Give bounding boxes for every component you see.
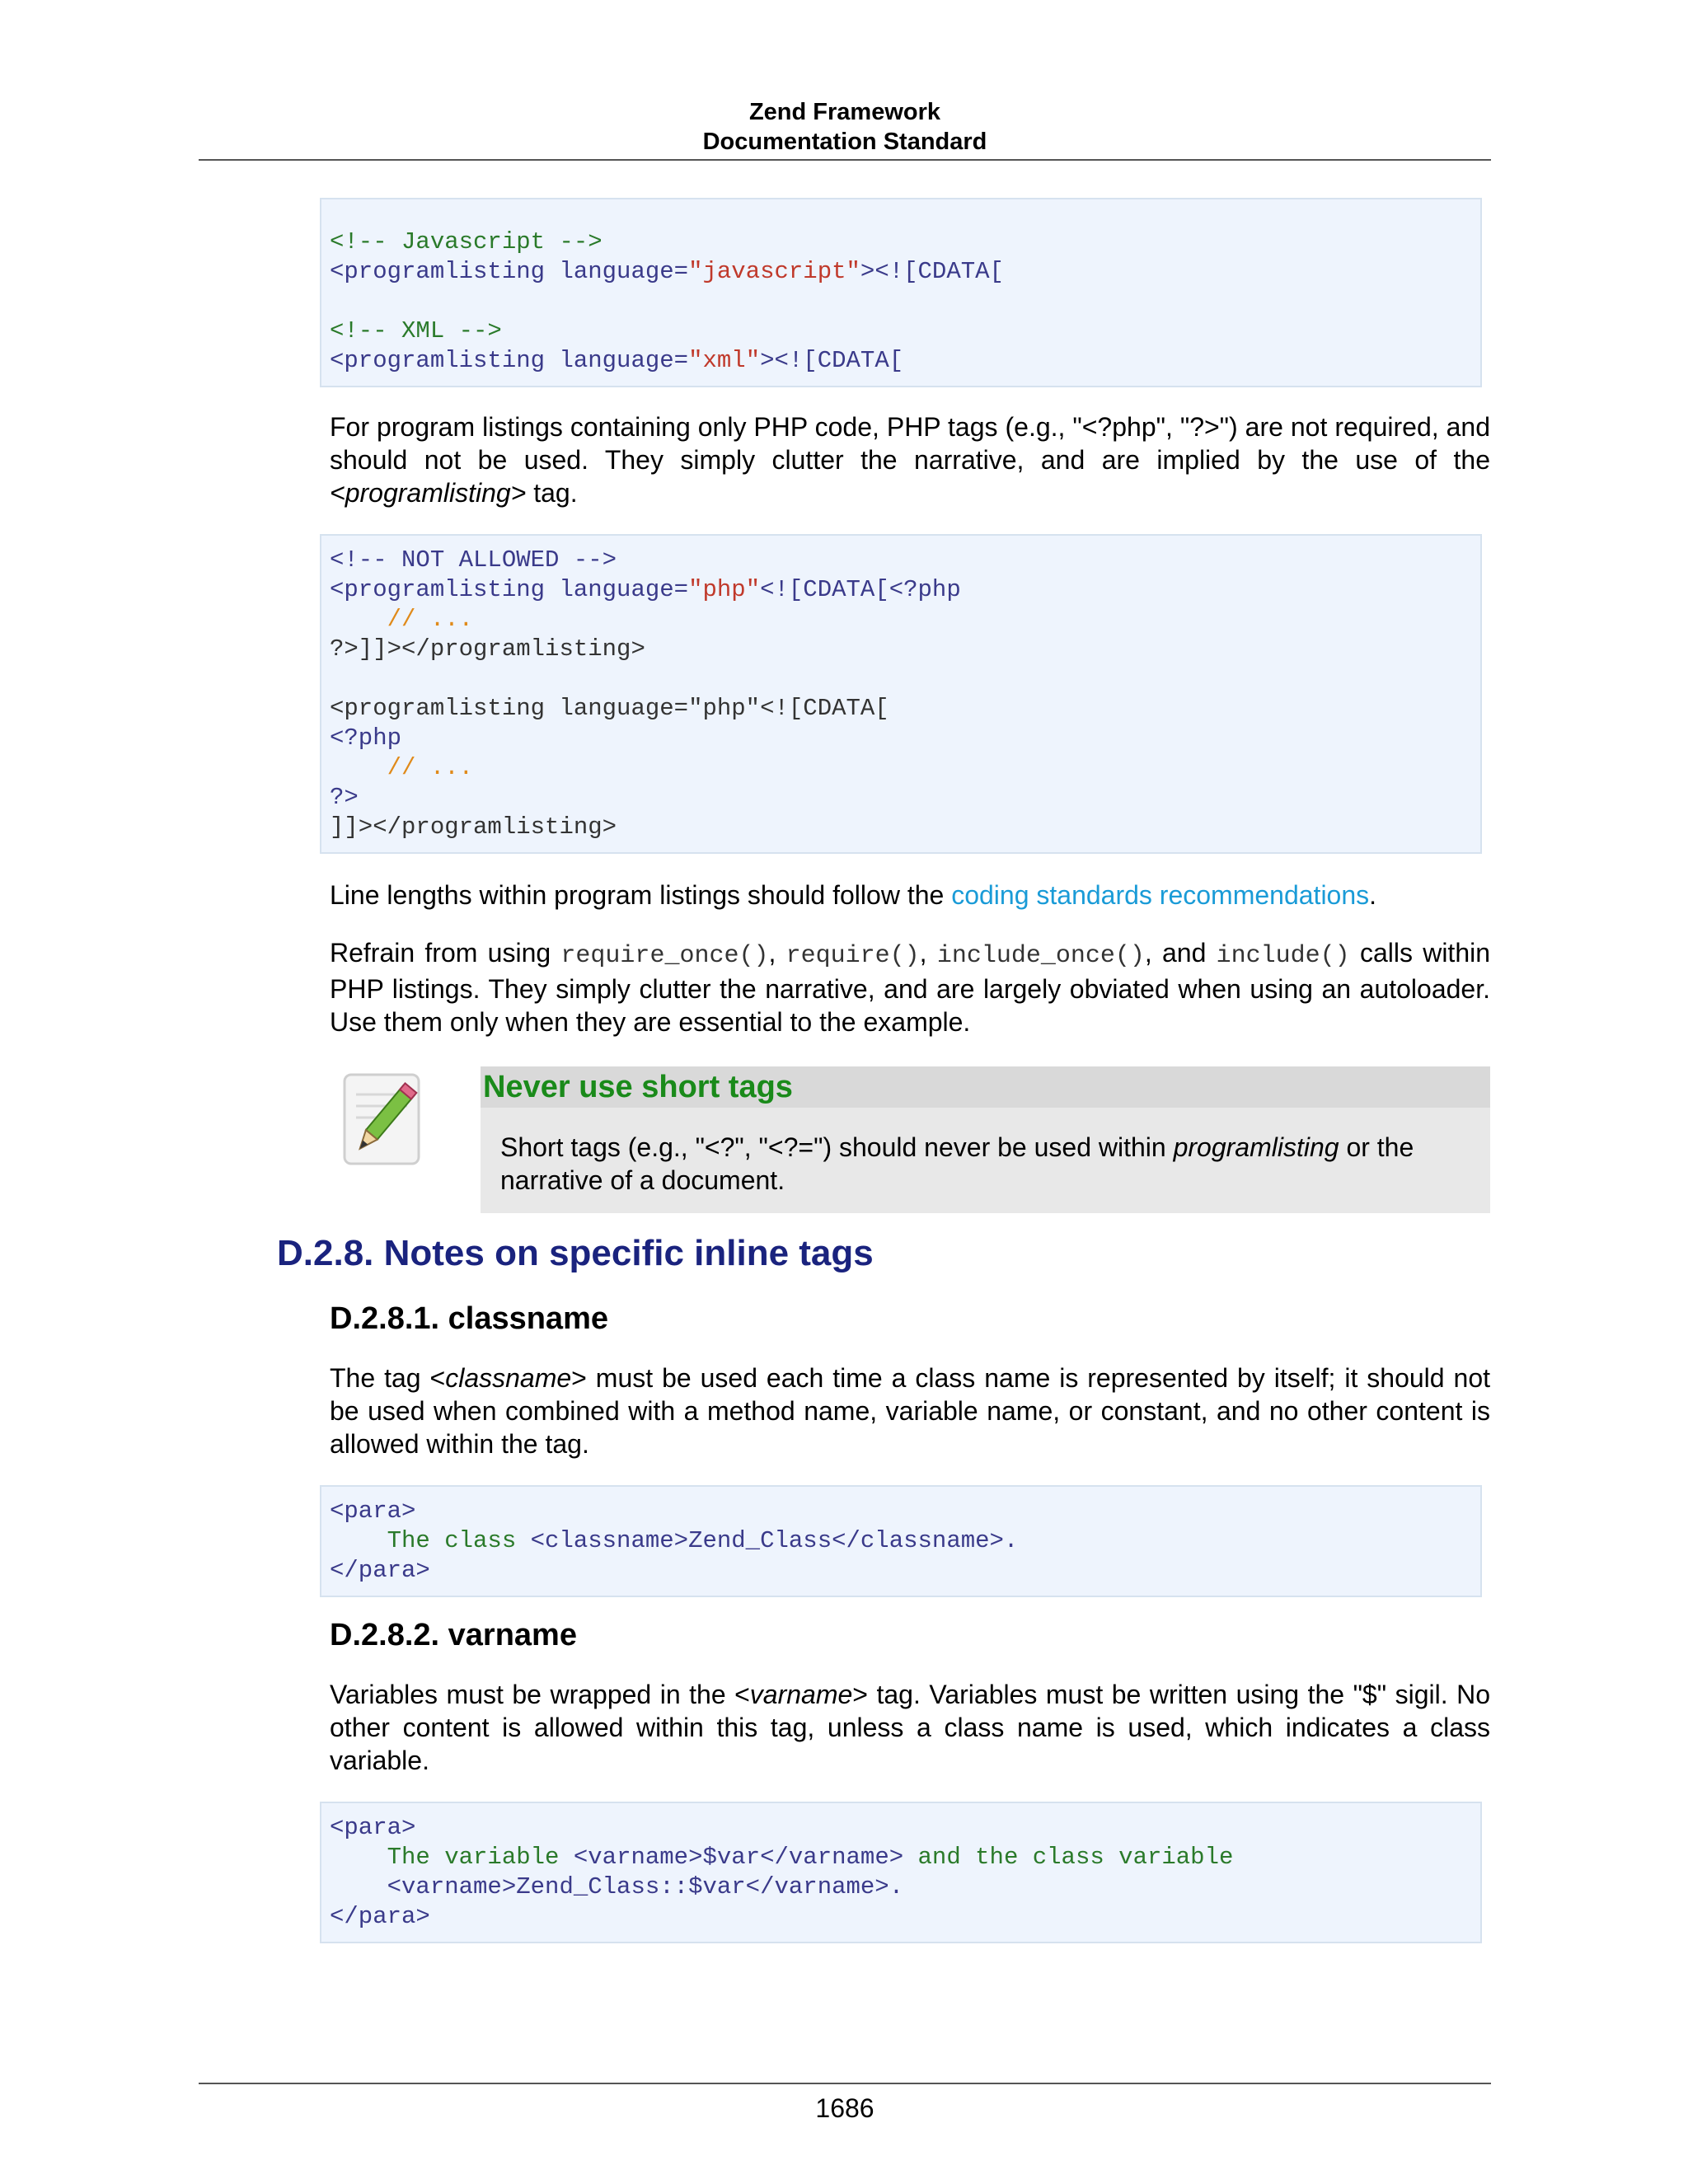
note-callout [330, 1066, 1490, 1213]
code-line: <!-- XML --> [330, 317, 502, 344]
code-block-classname [320, 1485, 1482, 1597]
note-box [481, 1066, 1490, 1213]
header-subtitle: Documentation Standard [702, 129, 987, 155]
paragraph-require [330, 936, 1490, 1038]
text: , [768, 938, 786, 968]
emphasis: programlisting [1173, 1132, 1339, 1162]
note-title: Never use short tags [481, 1066, 1490, 1108]
code-string: "javascript" [688, 258, 860, 285]
subsection-heading-varname: D.2.8.2. varname [330, 1618, 577, 1652]
emphasis: <programlisting> [330, 478, 527, 508]
code-line: <para> [330, 1814, 416, 1841]
code-text: The variable [330, 1844, 574, 1871]
pencil-note-icon [338, 1071, 429, 1169]
code-line: // ... [330, 754, 474, 781]
page-number: 1686 [815, 2093, 874, 2123]
code-line: <![CDATA[<?php [760, 576, 961, 603]
footer-rule [199, 2083, 1491, 2084]
note-body [481, 1108, 1490, 1208]
code-line: ><![CDATA[ [760, 347, 904, 374]
emphasis: classname [445, 1363, 572, 1393]
text: > tag. Variables must be written using the "$" sigil. No other content is allowed within this tag, unless a class name is used, which indicates a class variable. [330, 1680, 1490, 1775]
code-line: // ... [330, 606, 474, 633]
code-text: The class [330, 1527, 531, 1554]
code-line: <programlisting language= [330, 576, 689, 603]
inline-code: include_once() [936, 942, 1145, 970]
text: or the narrative of a document. [500, 1132, 1414, 1195]
code-string: "xml" [688, 347, 761, 374]
code-line: ><![CDATA[ [860, 258, 1004, 285]
text: Short tags (e.g., "<?", "<?=") should never be used within [500, 1132, 1174, 1162]
code-line: <programlisting language= [330, 258, 689, 285]
code-line: <!-- NOT ALLOWED --> [330, 546, 617, 574]
code-line: ]]></programlisting> [330, 813, 617, 841]
header-rule [199, 159, 1491, 161]
inline-code: include() [1216, 942, 1350, 970]
text: , [919, 938, 937, 968]
emphasis: varname [749, 1680, 853, 1709]
code-string: "php" [688, 576, 761, 603]
text: . [1369, 880, 1377, 910]
code-line: ?>]]></programlisting> [330, 635, 645, 663]
running-header [199, 97, 1491, 157]
text: calls within PHP listings. They simply clutter the narrative, and are largely obviated when using an autoloader. Use them only when they are essential to the example. [330, 938, 1491, 1037]
code-line: </para> [330, 1903, 430, 1930]
code-line: </para> [330, 1557, 430, 1584]
code-line: ?> [330, 784, 359, 811]
header-title: Zend Framework [748, 99, 941, 125]
subsection-heading-classname: D.2.8.1. classname [330, 1301, 608, 1336]
code-line: <varname>Zend_Class::$var</varname>. [330, 1873, 904, 1900]
paragraph-classname [330, 1361, 1490, 1460]
code-line: <programlisting language= [330, 347, 689, 374]
text: tag. [526, 478, 578, 508]
text: Variables must be wrapped in the < [330, 1680, 750, 1709]
code-block-not-allowed [320, 534, 1482, 854]
text: Refrain from using [330, 938, 561, 968]
text: The tag < [330, 1363, 446, 1393]
page-content [277, 198, 1491, 1943]
paragraph-php-tags [330, 410, 1490, 509]
code-text: and the class variable [903, 1844, 1234, 1871]
text: Line lengths within program listings should follow the [330, 880, 952, 910]
code-line: <?php [330, 724, 402, 752]
coding-standards-link[interactable]: coding standards recommendations [951, 880, 1370, 910]
code-line: <programlisting language="php"<![CDATA[ [330, 695, 889, 722]
code-line: <para> [330, 1497, 416, 1525]
section-heading: D.2.8. Notes on specific inline tags [277, 1233, 874, 1273]
text: > must be used each time a class name is represented by itself; it should not be used when combined with a method name, variable name, or constant, and no other content is allowed within the tag. [330, 1363, 1491, 1459]
code-line: <classname>Zend_Class</classname>. [530, 1527, 1019, 1554]
inline-code: require_once() [560, 942, 769, 970]
code-line: <varname>$var</varname> [573, 1844, 904, 1871]
text: For program listings containing only PHP code, PHP tags (e.g., "<?php", "?>") are not required, and should not be used. They simply clutter the narrative, and are implied by the use of the [330, 412, 1490, 475]
text: , and [1144, 938, 1217, 968]
paragraph-varname [330, 1678, 1490, 1777]
paragraph-line-lengths [330, 879, 1490, 912]
code-block-varname [320, 1802, 1482, 1943]
inline-code: require() [785, 942, 920, 970]
code-block-language-examples [320, 198, 1482, 387]
code-line: <!-- Javascript --> [330, 228, 603, 255]
